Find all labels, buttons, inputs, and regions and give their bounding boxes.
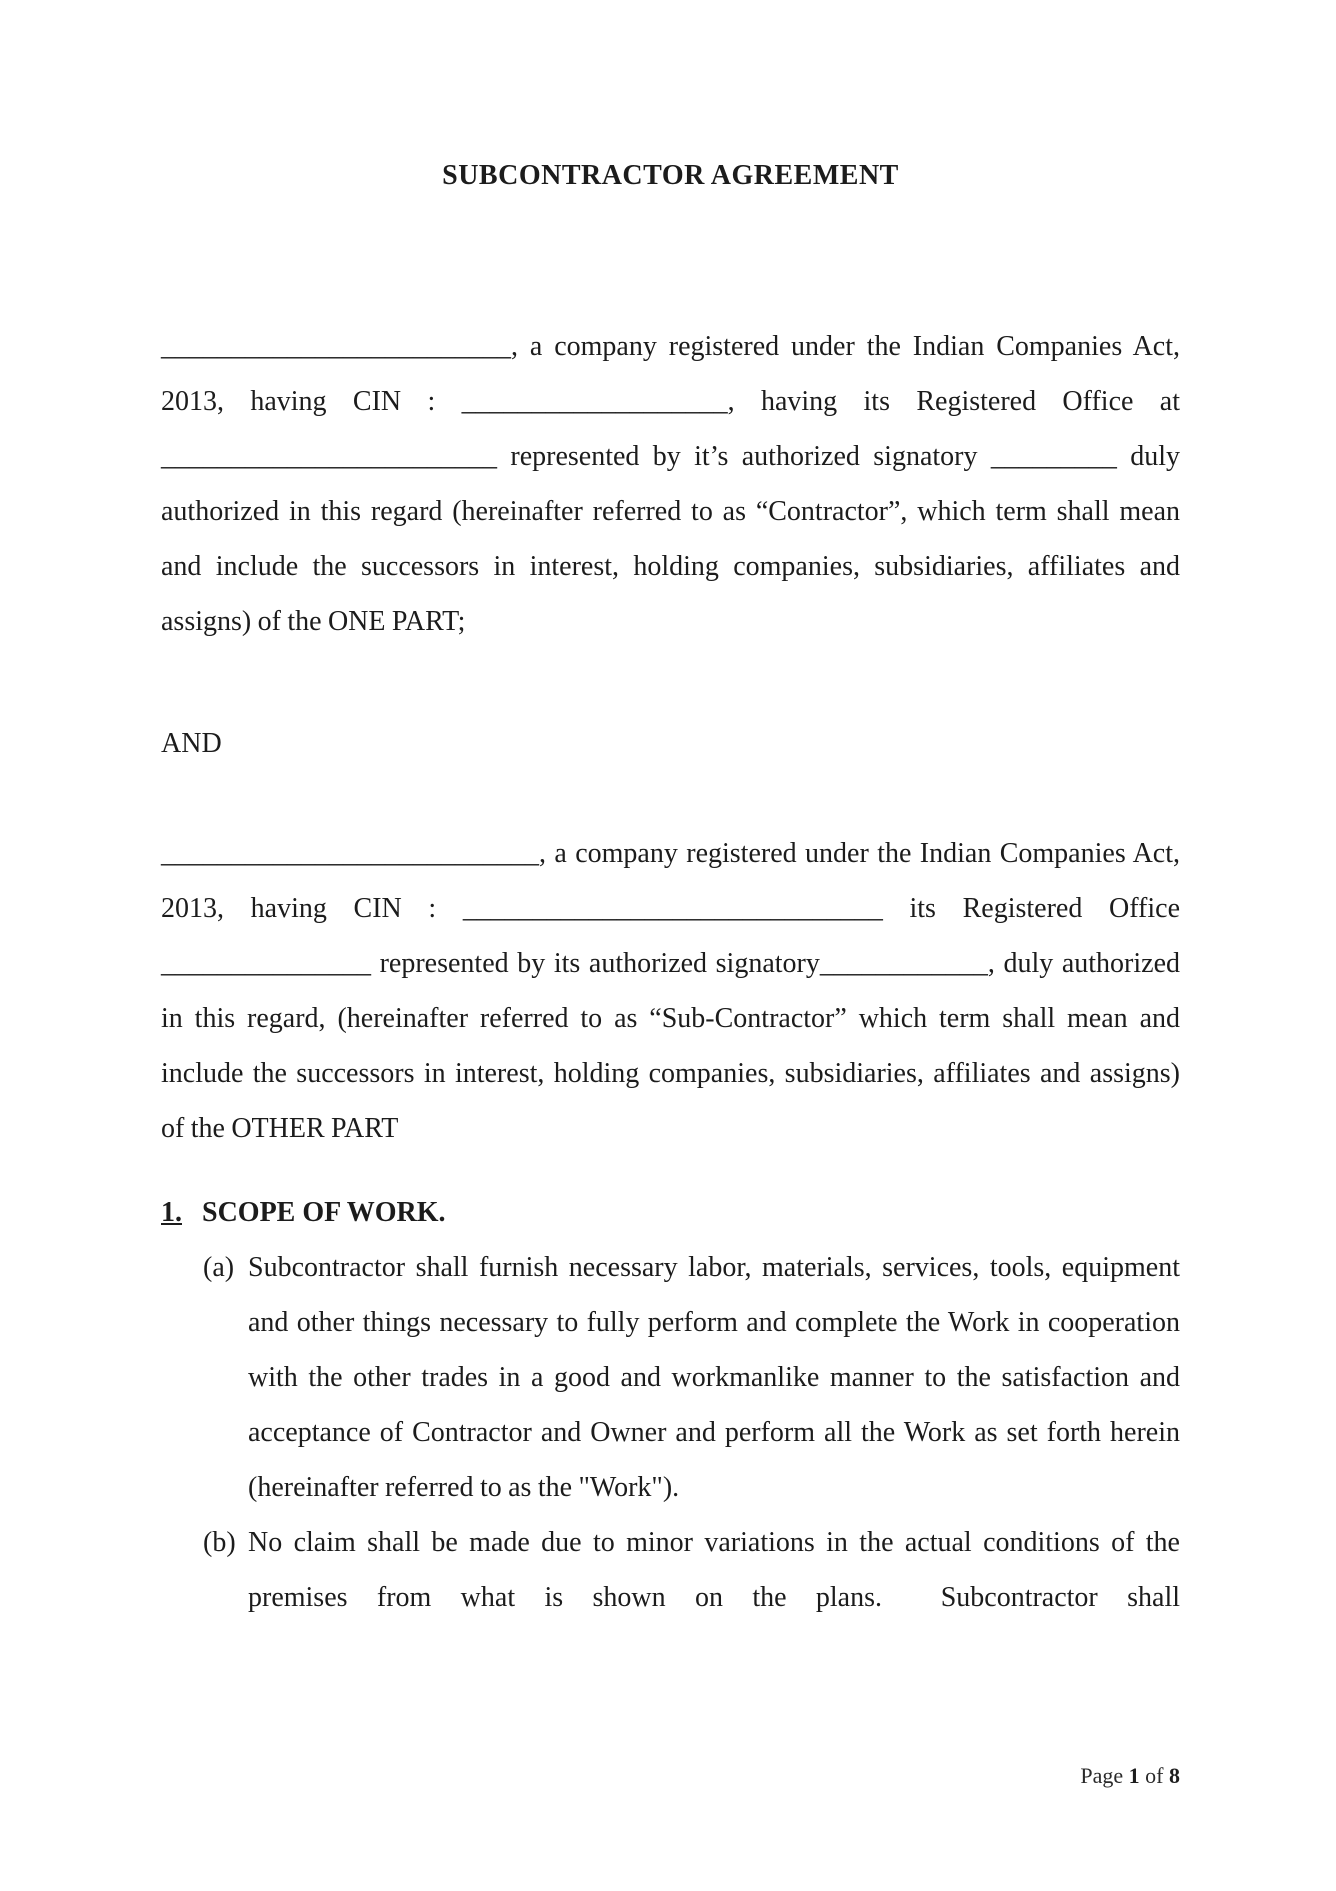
party-one-clause: _________________________, a company registered under the Indian Companies Act, 2013, having CIN : ___________________, having its Registered Office at ________________________ represented by it’s authorized signatory _________ duly authorized in this regard (hereinafter referred to as “Contractor”, which term shall mean and include the successors in interest, holding companies, subsidiaries, affiliates and assigns) of the ONE PART; xyxy=(161,331,1180,637)
clause-a xyxy=(203,1240,1180,1515)
footer-page-total: 8 xyxy=(1169,1763,1180,1788)
clause-b-text: No claim shall be made due to minor variations in the actual conditions of the premises from what is shown on the plans. Subcontractor shall xyxy=(248,1527,1180,1613)
section-1-heading xyxy=(161,1185,1180,1240)
clause-a-text: Subcontractor shall furnish necessary labor, materials, services, tools, equipment and other things necessary to fully perform and complete the Work in cooperation with the other trades in a good and workmanlike manner to the satisfaction and acceptance of Contractor and Owner and perform all the Work as set forth herein (hereinafter referred to as the "Work"). xyxy=(248,1252,1180,1503)
footer-of-label: of xyxy=(1145,1763,1164,1788)
and-separator: AND xyxy=(161,728,222,759)
document-title: SUBCONTRACTOR AGREEMENT xyxy=(442,160,899,191)
section-number: 1. xyxy=(161,1197,182,1228)
footer-page-label: Page xyxy=(1080,1763,1124,1788)
party-two-clause: ___________________________, a company registered under the Indian Companies Act, 2013, having CIN : ______________________________ its Registered Office _______________ represented by its authorized signatory____________, duly authorized in this regard, (hereinafter referred to as “Sub-Contractor” which term shall mean and include the successors in interest, holding companies, subsidiaries, affiliates and assigns) of the OTHER PART xyxy=(161,838,1180,1144)
section-title: SCOPE OF WORK. xyxy=(202,1197,446,1228)
clause-b xyxy=(203,1515,1180,1625)
page-number-footer xyxy=(1080,1763,1180,1789)
footer-page-number: 1 xyxy=(1128,1763,1140,1788)
clause-a-marker: (a) xyxy=(203,1252,235,1283)
clause-b-marker: (b) xyxy=(203,1527,236,1558)
